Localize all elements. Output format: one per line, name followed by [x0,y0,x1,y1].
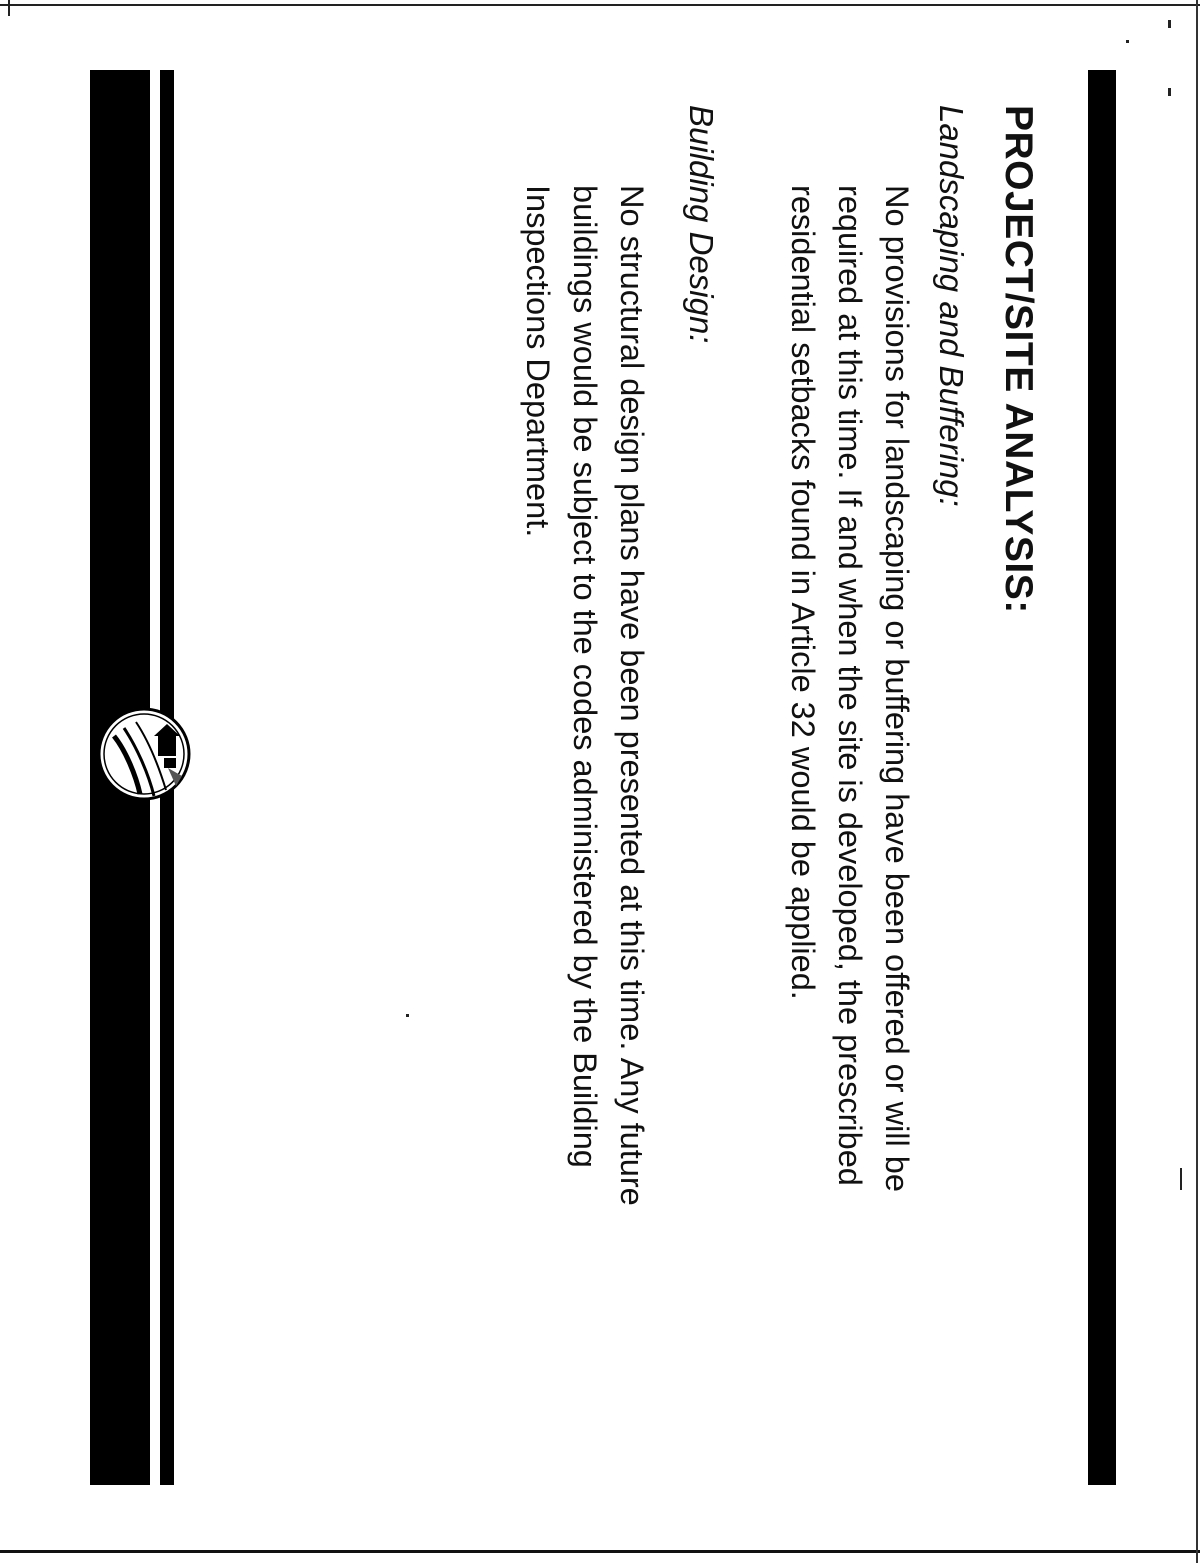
slide-bar-right [1088,70,1116,1485]
city-seal-logo-icon [96,706,192,802]
scan-speck [406,1014,409,1017]
scan-speck [1168,20,1171,28]
scan-speck [8,0,10,16]
section-body-building-design: No structural design plans have been presented at this time. Any future buildings would be subject to the codes administered by the Building Inspections Department. [520,185,650,1206]
scan-speck [1168,88,1171,96]
scan-edge-top [0,4,1200,6]
slide-content [440,105,1040,1485]
page-title: PROJECT/SITE ANALYSIS: [997,105,1040,614]
section-body-landscaping: No provisions for landscaping or buffering have been offered or will be required at this time. If and when the site is developed, the prescribed residential setbacks found in Article 32 would be applied. [785,185,915,1192]
scan-speck [1126,40,1129,43]
section-heading-landscaping: Landscaping and Buffering: [933,105,970,507]
section-heading-building-design: Building Design: [683,105,720,344]
scan-edge-bottom [0,1550,1200,1553]
scan-edge-right [1196,0,1198,1563]
scan-speck [1180,1168,1182,1190]
